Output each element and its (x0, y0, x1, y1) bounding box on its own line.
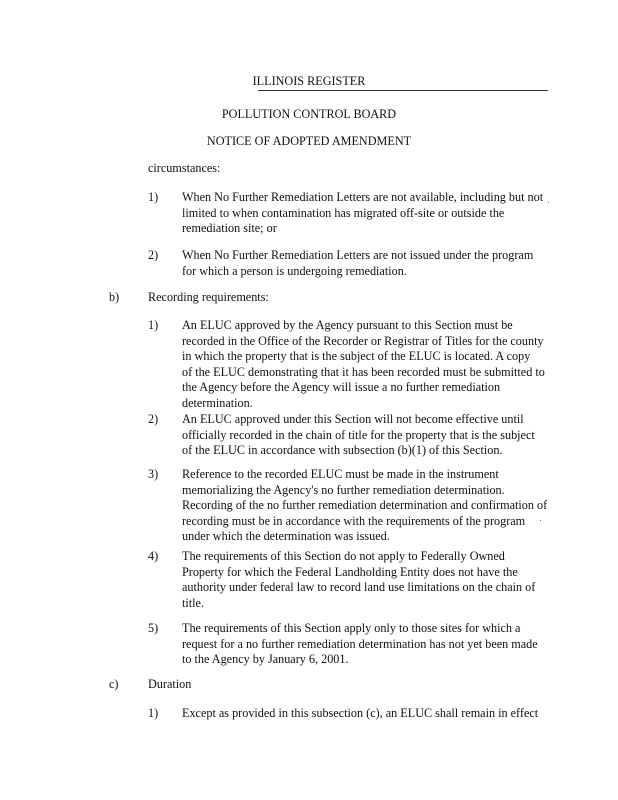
text-line: to the Agency by January 6, 2001. (182, 652, 349, 666)
text-line: recorded in the Office of the Recorder or Registrar of Titles for the county (182, 333, 544, 348)
section-b-item-4-number: 4) (148, 549, 159, 563)
list-a-item-1-text (182, 190, 543, 237)
section-c-label: c) (109, 677, 119, 691)
header-rule (258, 90, 548, 91)
section-b-item-1-number: 1) (148, 318, 159, 332)
text-line: in which the property that is the subject of the ELUC is located. A copy (182, 349, 531, 363)
intro-text: circumstances: (148, 161, 221, 175)
text-line: The requirements of this Section apply only to those sites for which a (182, 621, 521, 635)
text-line: The requirements of this Section do not apply to Federally Owned (182, 549, 505, 563)
register-title-text: ILLINOIS REGISTER (252, 74, 366, 88)
list-a-item-1-number: 1) (148, 190, 159, 204)
register-title (0, 74, 618, 90)
text-line: title. (182, 595, 205, 610)
section-c-item-1-number: 1) (148, 706, 159, 720)
text-line: Reference to the recorded ELUC must be made in the instrument (182, 467, 499, 481)
text-line: for which a person is undergoing remediation. (182, 263, 407, 278)
notice-title (0, 134, 618, 150)
scan-speck (548, 202, 549, 203)
text-line: request for a no further remediation determination has not yet been made (182, 636, 538, 651)
text-line: officially recorded in the chain of title for the property that is the subject (182, 427, 535, 442)
text-line: authority under federal law to record land use limitations on the chain of (182, 580, 536, 594)
section-b-label: b) (109, 290, 120, 304)
list-a-item-2-text (182, 248, 533, 279)
section-b-item-2-text (182, 412, 535, 459)
text-line: limited to when contamination has migrated off-site or outside the (182, 205, 505, 220)
text-line: Recording of the no further remediation determination and confirmation of (182, 498, 548, 512)
text-line: remediation site; or (182, 221, 277, 235)
text-line: the Agency before the Agency will issue a no further remediation (182, 380, 501, 394)
text-line: When No Further Remediation Letters are not available, including but not (182, 190, 544, 204)
section-c-item-1-text (182, 706, 538, 722)
text-line: Property for which the Federal Landholding Entity does not have the (182, 564, 518, 579)
text-line: An ELUC approved by the Agency pursuant to this Section must be (182, 318, 513, 332)
text-line: memorializing the Agency's no further remediation determination. (182, 482, 505, 497)
text-line: recording must be in accordance with the requirements of the program (182, 513, 526, 528)
section-b-heading: Recording requirements: (148, 290, 269, 304)
text-line: Except as provided in this subsection (c), an ELUC shall remain in effect (182, 706, 539, 720)
text-line: When No Further Remediation Letters are not issued under the program (182, 248, 534, 262)
board-title (0, 107, 618, 123)
section-b-item-2-number: 2) (148, 412, 159, 426)
section-b-item-1-text (182, 318, 545, 411)
text-line: An ELUC approved under this Section will not become effective until (182, 412, 524, 426)
section-b-item-3-text (182, 467, 547, 545)
scan-speck (540, 520, 541, 521)
notice-title-text: NOTICE OF ADOPTED AMENDMENT (206, 134, 412, 148)
board-title-text: POLLUTION CONTROL BOARD (221, 107, 397, 121)
text-line: determination. (182, 395, 253, 410)
section-c-heading: Duration (148, 677, 192, 691)
section-b-item-5-text (182, 621, 538, 668)
section-b-item-5-number: 5) (148, 621, 159, 635)
text-line: under which the determination was issued. (182, 529, 390, 543)
text-line: of the ELUC in accordance with subsection (b)(1) of this Section. (182, 443, 503, 457)
text-line: of the ELUC demonstrating that it has been recorded must be submitted to (182, 364, 545, 379)
section-b-item-4-text (182, 549, 535, 611)
section-b-item-3-number: 3) (148, 467, 159, 481)
list-a-item-2-number: 2) (148, 248, 159, 262)
